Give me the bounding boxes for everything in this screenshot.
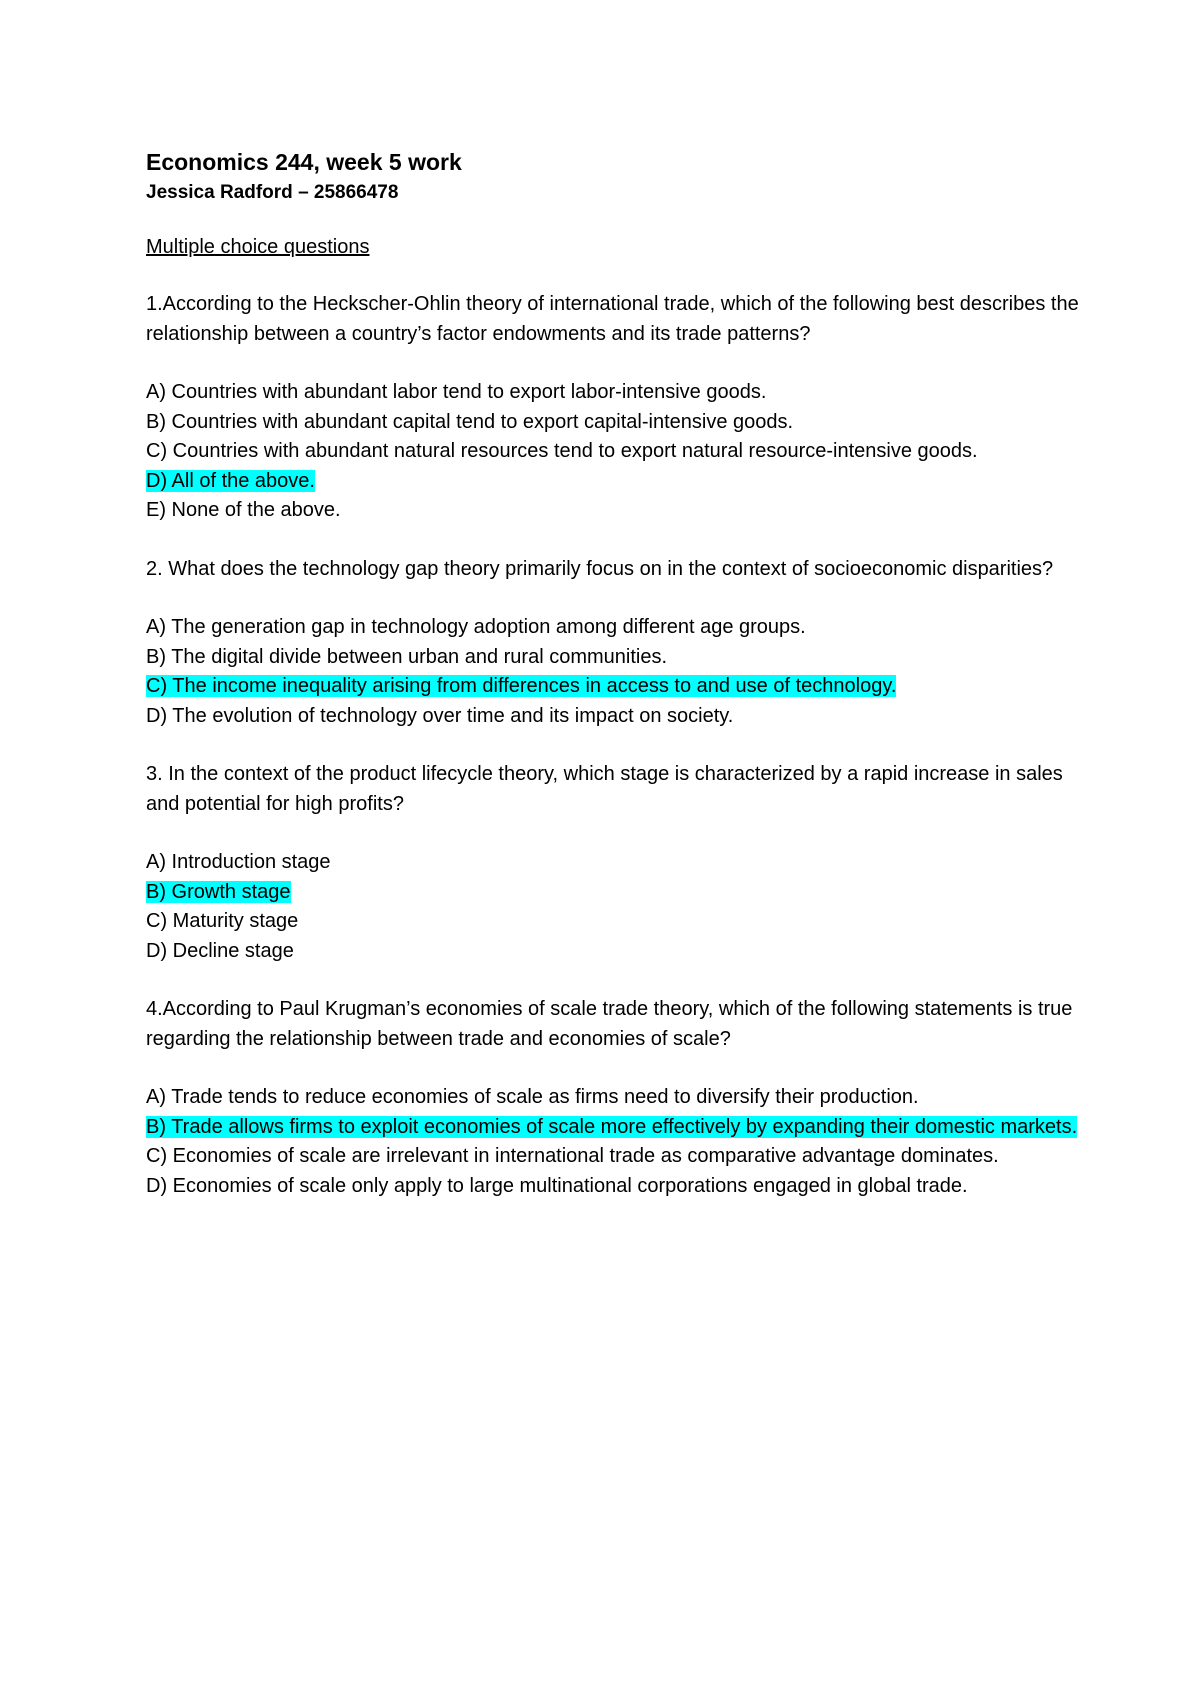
answer-option — [146, 1083, 1086, 1113]
answer-option — [146, 848, 1086, 878]
question-block-2 — [146, 555, 1086, 732]
question-block-1 — [146, 290, 1086, 526]
highlighted-answer-option — [146, 467, 1086, 497]
answer-option — [146, 702, 1086, 732]
option-text: D) All of the above. — [146, 469, 315, 492]
option-text: B) Growth stage — [146, 880, 291, 903]
option-text: C) The income inequality arising from differences in access to and use of technology. — [146, 675, 897, 697]
answer-option — [146, 378, 1086, 408]
option-text: C) Economies of scale are irrelevant in international trade as comparative advantage dominates. — [146, 1145, 999, 1167]
option-list — [146, 848, 1086, 966]
answer-option — [146, 408, 1086, 438]
question-list — [146, 290, 1086, 1201]
highlighted-answer-option — [146, 878, 1086, 908]
answer-option — [146, 437, 1086, 467]
option-text: C) Countries with abundant natural resources tend to export natural resource-intensive goods. — [146, 440, 978, 462]
answer-option — [146, 643, 1086, 673]
question-text: 1.According to the Heckscher-Ohlin theory of international trade, which of the following best describes the relationship between a country’s factor endowments and its trade patterns? — [146, 293, 1079, 345]
option-list — [146, 613, 1086, 731]
answer-option — [146, 496, 1086, 526]
question-text: 2. What does the technology gap theory primarily focus on in the context of socioeconomic disparities? — [146, 557, 1054, 580]
document-title: Economics 244, week 5 work — [146, 149, 462, 175]
option-text: A) Trade tends to reduce economies of scale as firms need to diversify their production. — [146, 1086, 919, 1108]
answer-option — [146, 1142, 1086, 1172]
highlighted-answer-option — [146, 1113, 1086, 1143]
highlighted-answer-option — [146, 672, 1086, 702]
question-text: 4.According to Paul Krugman’s economies of scale trade theory, which of the following statements is true regarding the relationship between trade and economies of scale? — [146, 998, 1073, 1050]
option-text: D) Decline stage — [146, 939, 294, 962]
option-text: A) Introduction stage — [146, 851, 331, 873]
question-block-3 — [146, 760, 1086, 966]
answer-option — [146, 907, 1086, 937]
question-text: 3. In the context of the product lifecycle theory, which stage is characterized by a rapid increase in sales and potential for high profits? — [146, 763, 1063, 815]
option-text: B) Trade allows firms to exploit economies of scale more effectively by expanding their domestic markets. — [146, 1115, 1078, 1138]
option-text: E) None of the above. — [146, 499, 341, 521]
option-text: A) Countries with abundant labor tend to export labor-intensive goods. — [146, 381, 767, 403]
option-list — [146, 378, 1086, 526]
answer-option — [146, 613, 1086, 643]
option-text: D) Economies of scale only apply to large multinational corporations engaged in global trade. — [146, 1174, 968, 1197]
question-block-4 — [146, 995, 1086, 1201]
answer-option — [146, 937, 1086, 967]
option-list — [146, 1083, 1086, 1201]
answer-option — [146, 1172, 1086, 1202]
section-heading: Multiple choice questions — [146, 236, 370, 258]
option-text: C) Maturity stage — [146, 910, 299, 932]
option-text: B) Countries with abundant capital tend to export capital-intensive goods. — [146, 410, 794, 433]
option-text: B) The digital divide between urban and rural communities. — [146, 645, 668, 668]
document-page — [146, 146, 1086, 1230]
option-text: A) The generation gap in technology adoption among different age groups. — [146, 616, 806, 638]
author-line: Jessica Radford – 25866478 — [146, 182, 399, 203]
option-text: D) The evolution of technology over time and its impact on society. — [146, 704, 734, 727]
